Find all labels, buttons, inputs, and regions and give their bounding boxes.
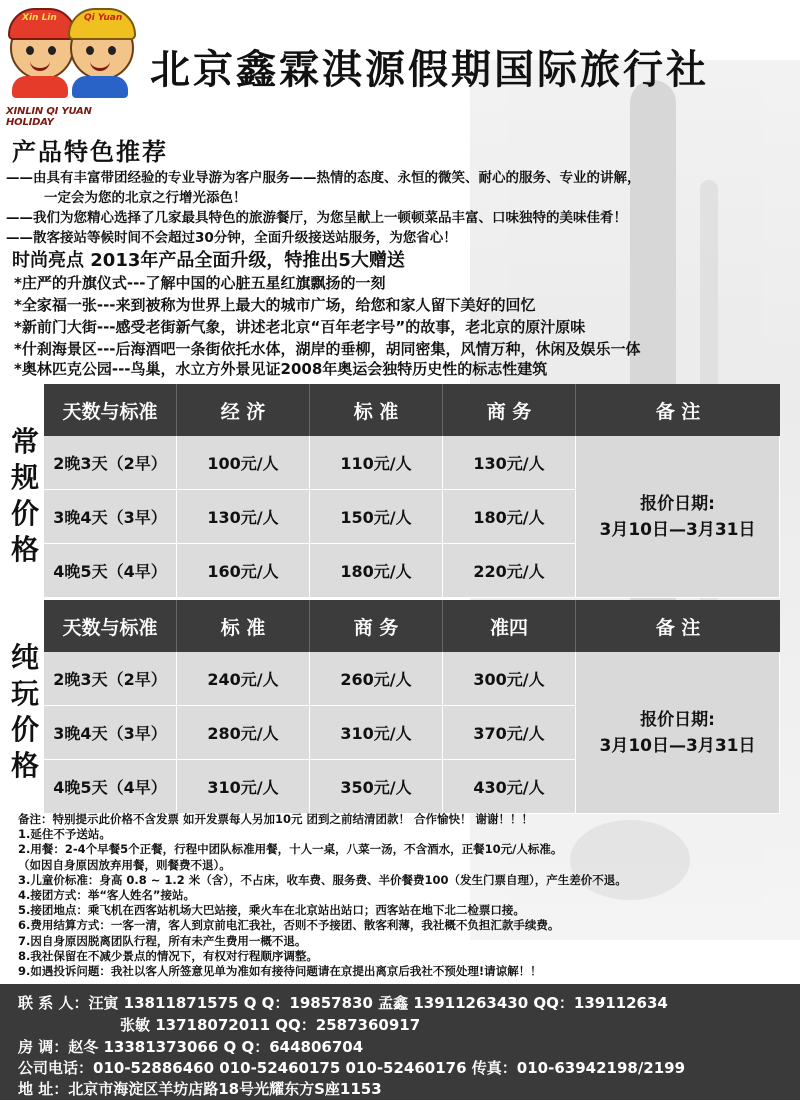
logo-right-cap-text: Qi Yuan: [84, 13, 123, 23]
table-cell: 370元/人: [443, 706, 576, 760]
eye: [48, 46, 56, 55]
eye: [86, 46, 94, 55]
table-header-cell: 天数与标准: [44, 384, 177, 436]
table-header-cell: 准四: [443, 600, 576, 652]
table-header-cell: 备 注: [576, 600, 780, 652]
table-cell: 2晚3天（2早）: [44, 652, 177, 706]
dispatch-info: 赵冬 13381373066 Q Q：644806704: [68, 1038, 364, 1056]
price-date-range: 3月10日—3月31日: [599, 735, 756, 756]
notes-section: [18, 812, 788, 979]
table-cell: 130元/人: [177, 490, 310, 544]
table-cell: 100元/人: [177, 436, 310, 490]
highlights-heading: 时尚亮点 2013年产品全面升级，特推出5大赠送: [12, 250, 405, 271]
price-date-range: 3月10日—3月31日: [599, 519, 756, 540]
feature-line: ——我们为您精心选择了几家最具特色的旅游餐厅，为您呈献上一顿顿菜品丰富、口味独特的美味佳肴！: [6, 210, 627, 226]
features-heading: 产品特色推荐: [12, 138, 168, 166]
contact-info: 张敏 13718072011 QQ：2587360917: [120, 1016, 421, 1034]
pure-price-label-text: 纯玩价格: [10, 641, 39, 782]
table-header-cell: 标 准: [310, 384, 443, 436]
table-header-cell: 商 务: [443, 384, 576, 436]
contact-footer: [0, 984, 800, 1100]
mascot-right-body: [72, 76, 128, 98]
dispatch-label: 房 调：: [18, 1038, 69, 1056]
note-line: 4.接团方式：举“客人姓名”接站。: [18, 888, 195, 903]
logo-left-cap-text: Xin Lin: [22, 13, 57, 23]
address-info: 北京市海淀区羊坊店路18号光耀东方S座1153: [68, 1080, 382, 1098]
table-row: [44, 436, 780, 490]
table-cell: 220元/人: [443, 544, 576, 598]
table-cell: 260元/人: [310, 652, 443, 706]
price-date-label: 报价日期:: [640, 493, 715, 514]
phone-label: 公司电话：: [18, 1059, 94, 1077]
price-date-label: 报价日期:: [640, 709, 715, 730]
gift-item: *什刹海景区---后海酒吧一条街依托水体，湖岸的垂柳，胡同密集，风情万种，休闲及娱乐一体: [14, 340, 641, 358]
table-cell: 180元/人: [443, 490, 576, 544]
regular-price-label-text: 常规价格: [10, 425, 39, 566]
pure-price-label: [8, 640, 42, 784]
table-header-cell: 经 济: [177, 384, 310, 436]
table-cell: 160元/人: [177, 544, 310, 598]
regular-price-label: [8, 424, 42, 568]
regular-price-table: [44, 384, 780, 598]
note-line: 5.接团地点：乘飞机在西客站机场大巴站接，乘火车在北京站出站口；西客站在地下北二检票口接。: [18, 903, 525, 918]
feature-line: ——散客接站等候时间不会超过30分钟，全面升级接送站服务，为您省心！: [6, 230, 457, 246]
table-cell: 2晚3天（2早）: [44, 436, 177, 490]
mascot-left-body: [12, 76, 68, 98]
table-header-cell: 商 务: [310, 600, 443, 652]
table-cell: 300元/人: [443, 652, 576, 706]
note-line: 7.因自身原因脱离团队行程，所有未产生费用一概不退。: [18, 933, 307, 948]
eye: [108, 46, 116, 55]
table-cell: 180元/人: [310, 544, 443, 598]
table-cell: 350元/人: [310, 760, 443, 814]
table-cell: 4晚5天（4早）: [44, 760, 177, 814]
table-cell: 430元/人: [443, 760, 576, 814]
table-cell: 280元/人: [177, 706, 310, 760]
table-cell: 310元/人: [177, 760, 310, 814]
price-date-note: [576, 652, 780, 814]
table-header-cell: 天数与标准: [44, 600, 177, 652]
table-cell: 310元/人: [310, 706, 443, 760]
eye: [26, 46, 34, 55]
contact-row: [120, 1014, 420, 1035]
company-title: 北京鑫霖淇源假期国际旅行社: [150, 47, 709, 93]
table-cell: 240元/人: [177, 652, 310, 706]
table-header-row: [44, 600, 780, 652]
note-line: 1.延住不予送站。: [18, 827, 111, 842]
note-line: （如因自身原因放弃用餐，则餐费不退）。: [18, 857, 231, 872]
address-label: 地 址：: [18, 1080, 69, 1098]
table-cell: 130元/人: [443, 436, 576, 490]
table-header-cell: 标 准: [177, 600, 310, 652]
dispatch-row: [18, 1036, 363, 1057]
phone-info: 010-52886460 010-52460175 010-52460176 传真：010-63942198/2199: [93, 1059, 686, 1077]
note-line: 2.用餐：2-4个早餐5个正餐，行程中团队标准用餐，十人一桌，八菜一汤，不含酒水，正餐10元/人标准。: [18, 842, 563, 857]
address-row: [18, 1078, 382, 1099]
contact-row: [18, 992, 668, 1013]
table-cell: 3晚4天（3早）: [44, 706, 177, 760]
gift-item: *奥林匹克公园---鸟巢，水立方外景见证2008年奥运会独特历史性的标志性建筑: [14, 360, 548, 378]
gift-item: *庄严的升旗仪式---了解中国的心脏五星红旗飘扬的一刻: [14, 274, 386, 292]
logo-tagline: XINLIN QI YUAN HOLIDAY: [6, 106, 92, 128]
feature-line: 一定会为您的北京之行增光添色！: [44, 190, 247, 206]
price-date-note: [576, 436, 780, 598]
contact-label: 联 系 人：: [18, 994, 89, 1012]
company-logo: [4, 2, 136, 128]
table-cell: 3晚4天（3早）: [44, 490, 177, 544]
note-line: 9.如遇投诉问题：我社以客人所签意见单为准如有接待问题请在京提出离京后我社不预处理!请谅解！！: [18, 964, 542, 979]
note-line: 6.费用结算方式：一客一清，客人到京前电汇我社，否则不予接团、散客利薄，我社概不负担汇款手续费。: [18, 918, 560, 933]
table-cell: 150元/人: [310, 490, 443, 544]
gift-item: *全家福一张---来到被称为世界上最大的城市广场，给您和家人留下美好的回忆: [14, 296, 536, 314]
contact-info: 汪寅 13811871575 Q Q：19857830 孟鑫 13911263430 QQ：139112634: [88, 994, 668, 1012]
table-cell: 110元/人: [310, 436, 443, 490]
gift-item: *新前门大街---感受老街新气象，讲述老北京“百年老字号”的故事，老北京的原汁原味: [14, 318, 586, 336]
note-line: 备注：特别提示此价格不含发票 如开发票每人另加10元 团到之前结清团款！ 合作愉快！ 谢谢！！！: [18, 812, 534, 826]
table-header-cell: 备 注: [576, 384, 780, 436]
note-line: 8.我社保留在不减少景点的情况下，有权对行程顺序调整。: [18, 948, 318, 963]
note-line: 3.儿童价标准：身高 0.8 ~ 1.2 米（含），不占床，收车费、服务费、半价餐费100（发生门票自理），产生差价不退。: [18, 872, 627, 887]
table-row: [44, 652, 780, 706]
table-cell: 4晚5天（4早）: [44, 544, 177, 598]
pure-price-table: [44, 600, 780, 814]
table-header-row: [44, 384, 780, 436]
phone-row: [18, 1057, 685, 1078]
feature-line: ——由具有丰富带团经验的专业导游为客户服务——热情的态度、永恒的微笑、耐心的服务、专业的讲解，: [6, 170, 641, 186]
